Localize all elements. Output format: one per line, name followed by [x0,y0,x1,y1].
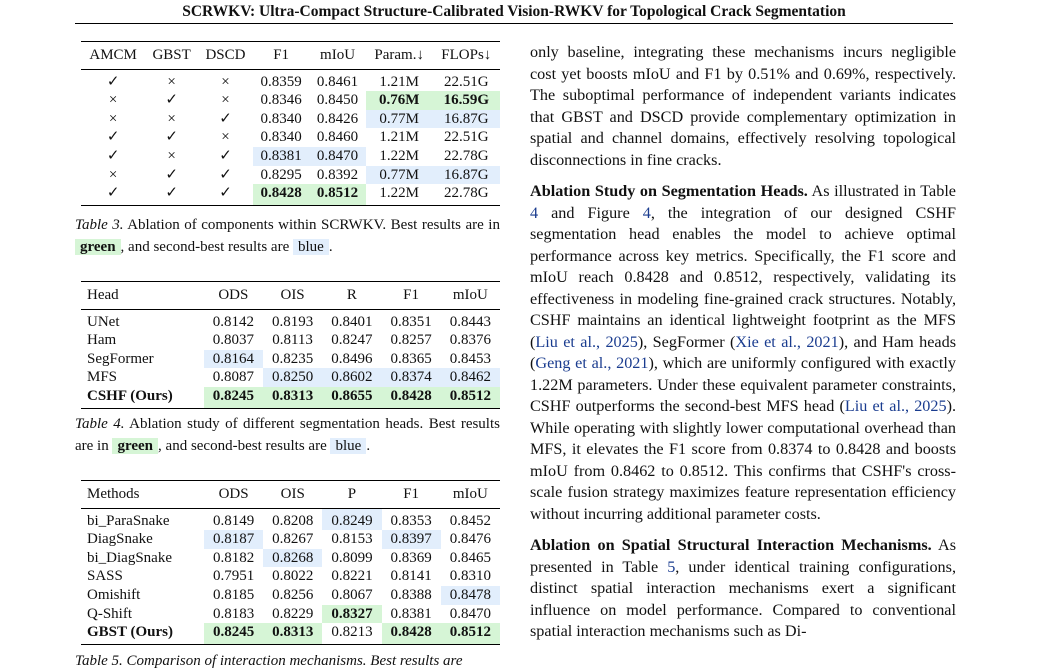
cell: 0.8369 [390,549,432,566]
t3-header: DSCD [205,47,246,63]
t3-header: FLOPs↓ [441,47,492,63]
cell: × [167,147,176,164]
cell-second: 0.8602 [322,368,381,387]
t5-header: OIS [280,486,305,502]
citation-link[interactable]: Xie et al., 2021 [735,332,839,351]
table-ref-link[interactable]: 4 [530,203,539,222]
caption-text: Ablation of components within SCRWKV. Best results are in [127,217,500,233]
cell: 0.8221 [331,568,373,585]
caption-text: . [366,438,371,454]
table-row [81,605,500,624]
text: ), SegFormer ( [637,332,736,351]
cell: 0.8401 [331,313,373,330]
cell: MFS [87,369,118,386]
cell-best: 16.59G [433,91,500,110]
cell: SASS [87,568,123,585]
t4-header: OIS [280,287,305,303]
cell: × [221,129,230,146]
cell: 22.51G [443,129,489,146]
cell-second: 0.77M [366,166,433,185]
cell: 0.7951 [212,568,255,585]
table-row [81,147,500,166]
t5-header: mIoU [452,486,488,502]
table-3-caption [75,214,500,258]
t3-header: Param.↓ [374,47,424,63]
t3-header: mIoU [320,47,356,63]
cell: 0.8340 [260,110,302,127]
cell-best: 0.8428 [382,623,441,644]
paragraph-3 [530,535,956,643]
cell: 0.8183 [212,605,255,622]
cell: × [167,110,176,127]
table-row [81,91,500,110]
cell-best: 0.8428 [381,387,440,408]
cell: 0.8235 [271,350,314,367]
cell: ✓ [106,73,120,90]
table-row [81,309,500,331]
cell: 1.22M [379,185,419,202]
blue-tag: blue [293,239,329,255]
cell: ✓ [106,129,120,146]
cell: 0.8208 [272,512,314,529]
table-ref-link[interactable]: 5 [667,557,676,576]
cell: bi_ParaSnake [87,512,170,529]
cell-best: 0.8313 [263,623,322,644]
cell: × [221,92,230,109]
cell: 0.8351 [390,313,432,330]
figure-ref-link[interactable]: 4 [642,203,651,222]
text: ), and Ham heads ( [530,332,956,372]
cell-best: 0.8245 [204,387,263,408]
table-row [81,387,500,408]
cell-second: 0.8374 [381,368,440,387]
text: , under identical training configurations, distinct spatial interaction mechanisms exert a significant influence on model performance. Compared to conventional spatial interaction mechanisms such as Di- [530,557,956,640]
cell: 0.8229 [272,605,314,622]
cell: 0.8376 [449,332,491,349]
cell: Ham [87,332,117,349]
cell-second: 16.87G [433,110,500,129]
cell: 0.8185 [212,586,255,603]
cell: 0.8113 [272,332,313,349]
cell: Q-Shift [87,605,132,622]
cell-second: 0.8268 [263,549,322,568]
t5-header: ODS [218,486,249,502]
cell: CSHF (Ours) [87,387,173,404]
cell-second: 0.8397 [382,530,441,549]
t4-header: Head [87,287,119,303]
cell: ✓ [165,185,178,202]
cell-second: 0.8250 [263,368,322,387]
cell: 0.8099 [331,549,373,566]
table-row [81,530,500,549]
table-5 [81,480,500,645]
cell: SegFormer [87,350,154,367]
running-head: SCRWKV: Ultra-Compact Structure-Calibrated Vision-RWKV for Topological Crack Segmentation [182,3,846,20]
cell-second: 0.8164 [204,350,263,369]
cell: 1.22M [379,147,419,164]
t3-header: GBST [152,47,191,63]
cell-second: 0.77M [366,110,433,129]
cell: 22.78G [443,185,489,202]
table-row [81,331,500,350]
caption-label: Table 4. [75,416,125,432]
t4-header: F1 [403,287,419,303]
cell: 0.8153 [331,531,373,548]
blue-tag: blue [330,438,366,454]
cell-second: 0.8478 [441,586,500,605]
cell-best: 0.8655 [322,387,381,408]
citation-link[interactable]: Liu et al., 2025 [535,332,638,351]
cell: 0.8310 [449,568,491,585]
cell: 0.8496 [331,350,373,367]
cell: ✓ [219,185,232,202]
text: , the integration of our designed CSHF segmentation head enables the model to achieve optimal performance across key metrics. Specifically, the F1 score and mIoU reach 0.8428 and 0.8512, respectively, validating its effectiveness in modeling fine-grained crack structures. Notably, CSHF maintains an identical lightweight footprint as the MFS ( [530,203,957,351]
cell-second: 0.8462 [441,368,500,387]
cell: ✓ [165,166,178,183]
caption-text: . [328,239,333,255]
table-row [81,368,500,387]
cell: 0.8461 [316,73,359,90]
table-row [81,69,500,91]
t5-header: P [347,486,357,502]
cell: 0.8476 [449,531,491,548]
t3-header: F1 [273,47,290,63]
section-heading: Ablation Study on Segmentation Heads. [530,182,808,200]
citation-link[interactable]: Liu et al., 2025 [844,397,947,415]
cell: 0.8037 [212,332,254,349]
paragraph-1: only baseline, integrating these mechanisms incurs negligible cost yet boosts mIoU and F1 by 0.51% and 0.69%, respectively. The suboptimal performance of independent variants indicates that GBST and DSCD provide complementary optimization in spatial and channel domains, effectively resolving topological disconnections in fine cracks. [530,43,956,169]
cell: 0.8453 [449,350,491,367]
green-tag: green [75,239,121,255]
table-5-caption: Table 5. Comparison of interaction mechanisms. Best results are [75,653,463,669]
table-4 [81,281,500,409]
table-row [81,128,500,147]
cell-best: 0.76M [366,91,433,110]
right-column [530,42,956,653]
cell: 22.78G [443,147,489,164]
table-row [81,184,500,205]
cell: 0.8452 [449,512,491,529]
table-row [81,623,500,644]
text: As presented in Table [530,536,956,576]
cell: 0.8388 [390,586,432,603]
cell-second: 16.87G [433,166,500,185]
text: and Figure [551,203,630,222]
cell: ✓ [165,129,178,146]
cell: 0.8460 [316,129,359,146]
cell: 0.8213 [331,624,373,641]
t3-header: AMCM [89,47,137,63]
cell-best: 0.8327 [322,605,381,624]
cell: 1.21M [379,129,419,146]
cell: 0.8247 [331,332,373,349]
cell: 0.8465 [449,549,491,566]
cell: 22.51G [443,73,489,90]
text: ), which are uniformly configured with exactly 1.22M parameters. Under these equivalent parameter constraints, CSHF outperforms the second-best MFS head ( [530,354,956,415]
table-row [81,586,500,605]
section-heading: Ablation on Spatial Structural Interaction Mechanisms. [530,536,932,554]
caption-text: , and second-best results are [120,239,290,255]
cell: 0.8182 [212,549,255,566]
caption-text: , and second-best results are [158,438,327,454]
cell: 0.8359 [260,73,302,90]
table-row [81,549,500,568]
cell-best: 0.8512 [441,387,500,408]
cell: 0.8087 [212,369,254,386]
cell: 0.8193 [271,313,314,330]
cell: 0.8142 [212,313,254,330]
cell: ✓ [219,166,232,183]
cell: × [221,73,230,90]
cell: × [108,166,118,183]
cell: 0.8067 [331,586,373,603]
cell: ✓ [106,147,120,164]
green-tag: green [112,438,158,454]
t4-header: R [346,287,357,303]
table-row [81,350,500,369]
table-row [81,508,500,530]
table-4-caption [75,413,500,457]
cell-best: 0.8428 [253,184,309,205]
cell: 0.8267 [272,531,314,548]
cell-second: 0.8249 [322,508,381,530]
table-row [81,166,500,185]
caption-text: Ablation study of different segmentation heads. Best results are in [75,416,500,454]
table-row [81,110,500,129]
cell: DiagSnake [87,531,153,548]
cell: 0.8257 [390,332,432,349]
cell: bi_DiagSnake [87,549,172,566]
paragraph-2 [530,181,956,525]
cell: 0.8340 [260,129,302,146]
cell: × [167,73,176,90]
text: As illustrated in Table [811,182,956,200]
cell: 1.21M [379,73,419,90]
cell: 0.8392 [316,166,359,183]
cell: ✓ [165,92,178,109]
table-3 [81,41,500,206]
t5-header: Methods [87,486,140,502]
cell: 0.8443 [449,313,491,330]
cell: 0.8353 [390,512,432,529]
cell: 0.8365 [390,350,432,367]
table-row [81,567,500,586]
cell: ✓ [219,110,232,127]
cell-second: 0.8381 [253,147,309,166]
cell-second: 0.8470 [309,147,365,166]
caption-label: Table 3. [75,217,124,233]
cell-best: 0.8313 [263,387,322,408]
cell: ✓ [106,185,120,202]
cell: × [108,92,118,109]
header-rule [75,23,953,24]
cell-best: 0.8512 [309,184,365,205]
cell: 0.8450 [316,92,359,109]
cell: 0.8346 [260,92,302,109]
t4-header: mIoU [452,287,488,303]
cell-second: 0.8187 [204,530,263,549]
cell: × [108,110,118,127]
cell: 0.8256 [272,586,314,603]
cell: ✓ [219,147,232,164]
t5-header: F1 [403,486,420,502]
cell: 0.8149 [212,512,255,529]
citation-link[interactable]: Geng et al., 2021 [535,354,649,372]
cell: 0.8381 [390,605,432,622]
text: ). While operating with slightly lower computational overhead than MFS, it elevates the F1 score from 0.8374 to 0.8428 and boosts mIoU from 0.8462 to 0.8512. This confirms that CSHF's cross-scale fusion strategy maximizes feature representation efficiency without incurring additional parameter costs. [530,397,957,523]
cell: UNet [87,313,120,330]
t4-header: ODS [218,287,249,303]
cell: 0.8022 [272,568,314,585]
cell: 0.8426 [316,110,359,127]
cell: Omishift [87,586,141,603]
cell: 0.8141 [390,568,432,585]
cell-best: 0.8512 [441,623,500,644]
cell: 0.8295 [260,166,302,183]
cell: 0.8470 [449,605,491,622]
cell-best: 0.8245 [204,623,263,644]
cell: GBST (Ours) [87,624,173,641]
